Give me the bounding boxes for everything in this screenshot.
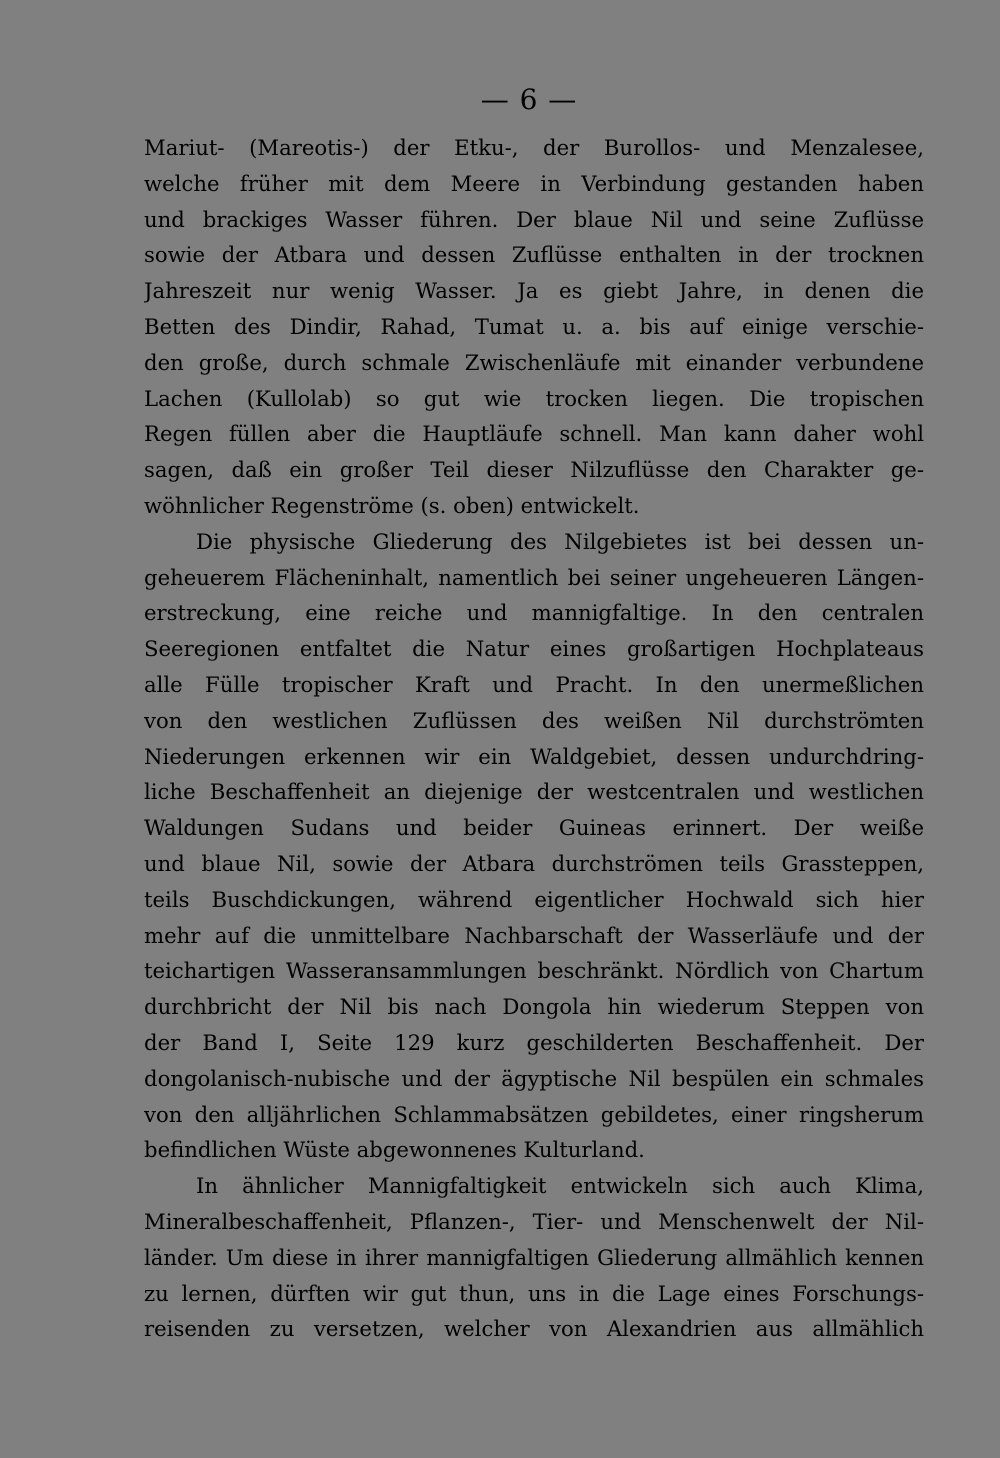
page-number: — 6 — [480, 83, 578, 116]
text-line: Lachen (Kullolab) so gut wie trocken liegen. Die tropischen [144, 385, 924, 411]
body-text [144, 130, 924, 1347]
text-line: Seeregionen entfaltet die Natur eines großartigen Hochplateaus [144, 636, 924, 662]
text-line: alle Fülle tropischer Kraft und Pracht. In den unermeßlichen [144, 671, 924, 697]
text-line: wöhnlicher Regenströme (s. oben) entwickelt. [144, 492, 640, 518]
text-line: Regen füllen aber die Hauptläufe schnell. Man kann daher wohl [144, 421, 924, 447]
text-line: durchbricht der Nil bis nach Dongola hin wiederum Steppen von [144, 994, 924, 1020]
text-line: dongolanisch-nubische und der ägyptische Nil bespülen ein schmales [144, 1065, 924, 1091]
text-line: und blaue Nil, sowie der Atbara durchströmen teils Grassteppen, [144, 850, 924, 876]
text-line: Mineralbeschaffenheit, Pflanzen-, Tier- und Menschenwelt der Nil- [144, 1208, 924, 1234]
text-line: Waldungen Sudans und beider Guineas erinnert. Der weiße [144, 815, 924, 841]
text-line: zu lernen, dürften wir gut thun, uns in die Lage eines Forschungs- [144, 1280, 924, 1306]
text-line: mehr auf die unmittelbare Nachbarschaft der Wasserläufe und der [144, 922, 924, 948]
text-line: erstreckung, eine reiche und mannigfaltige. In den centralen [144, 600, 924, 626]
text-line: Die physische Gliederung des Nilgebietes ist bei dessen un- [196, 528, 924, 554]
text-line: reisenden zu versetzen, welcher von Alexandrien aus allmählich [144, 1316, 924, 1342]
text-line: befindlichen Wüste abgewonnenes Kulturland. [144, 1137, 645, 1163]
text-line: der Band I, Seite 129 kurz geschilderten Beschaffenheit. Der [144, 1029, 924, 1055]
text-line: geheuerem Flächeninhalt, namentlich bei seiner ungeheueren Längen- [144, 564, 924, 590]
text-line: Jahreszeit nur wenig Wasser. Ja es giebt Jahre, in denen die [144, 278, 924, 304]
text-line: liche Beschaffenheit an diejenige der westcentralen und westlichen [144, 779, 924, 805]
text-line: In ähnlicher Mannigfaltigkeit entwickeln sich auch Klima, [196, 1173, 924, 1199]
text-line: welche früher mit dem Meere in Verbindung gestanden haben [144, 170, 924, 196]
text-line: teils Buschdickungen, während eigentlicher Hochwald sich hier [144, 886, 924, 912]
text-line: länder. Um diese in ihrer mannigfaltigen Gliederung allmählich kennen [144, 1244, 924, 1270]
text-line: und brackiges Wasser führen. Der blaue Nil und seine Zuflüsse [144, 206, 924, 232]
text-line: Niederungen erkennen wir ein Waldgebiet, dessen undurchdring- [144, 743, 924, 769]
text-line: von den westlichen Zuflüssen des weißen Nil durchströmten [144, 707, 924, 733]
text-line: sowie der Atbara und dessen Zuflüsse enthalten in der trocknen [144, 242, 924, 268]
text-line: den große, durch schmale Zwischenläufe mit einander verbundene [144, 349, 924, 375]
text-line: Betten des Dindir, Rahad, Tumat u. a. bis auf einige verschie- [144, 313, 924, 339]
text-line: von den alljährlichen Schlammabsätzen gebildetes, einer ringsherum [144, 1101, 924, 1127]
text-line: teichartigen Wasseransammlungen beschränkt. Nördlich von Chartum [144, 958, 924, 984]
text-line: Mariut- (Mareotis-) der Etku-, der Burollos- und Menzalesee, [144, 135, 924, 160]
text-line: sagen, daß ein großer Teil dieser Nilzuflüsse den Charakter ge- [144, 457, 924, 483]
